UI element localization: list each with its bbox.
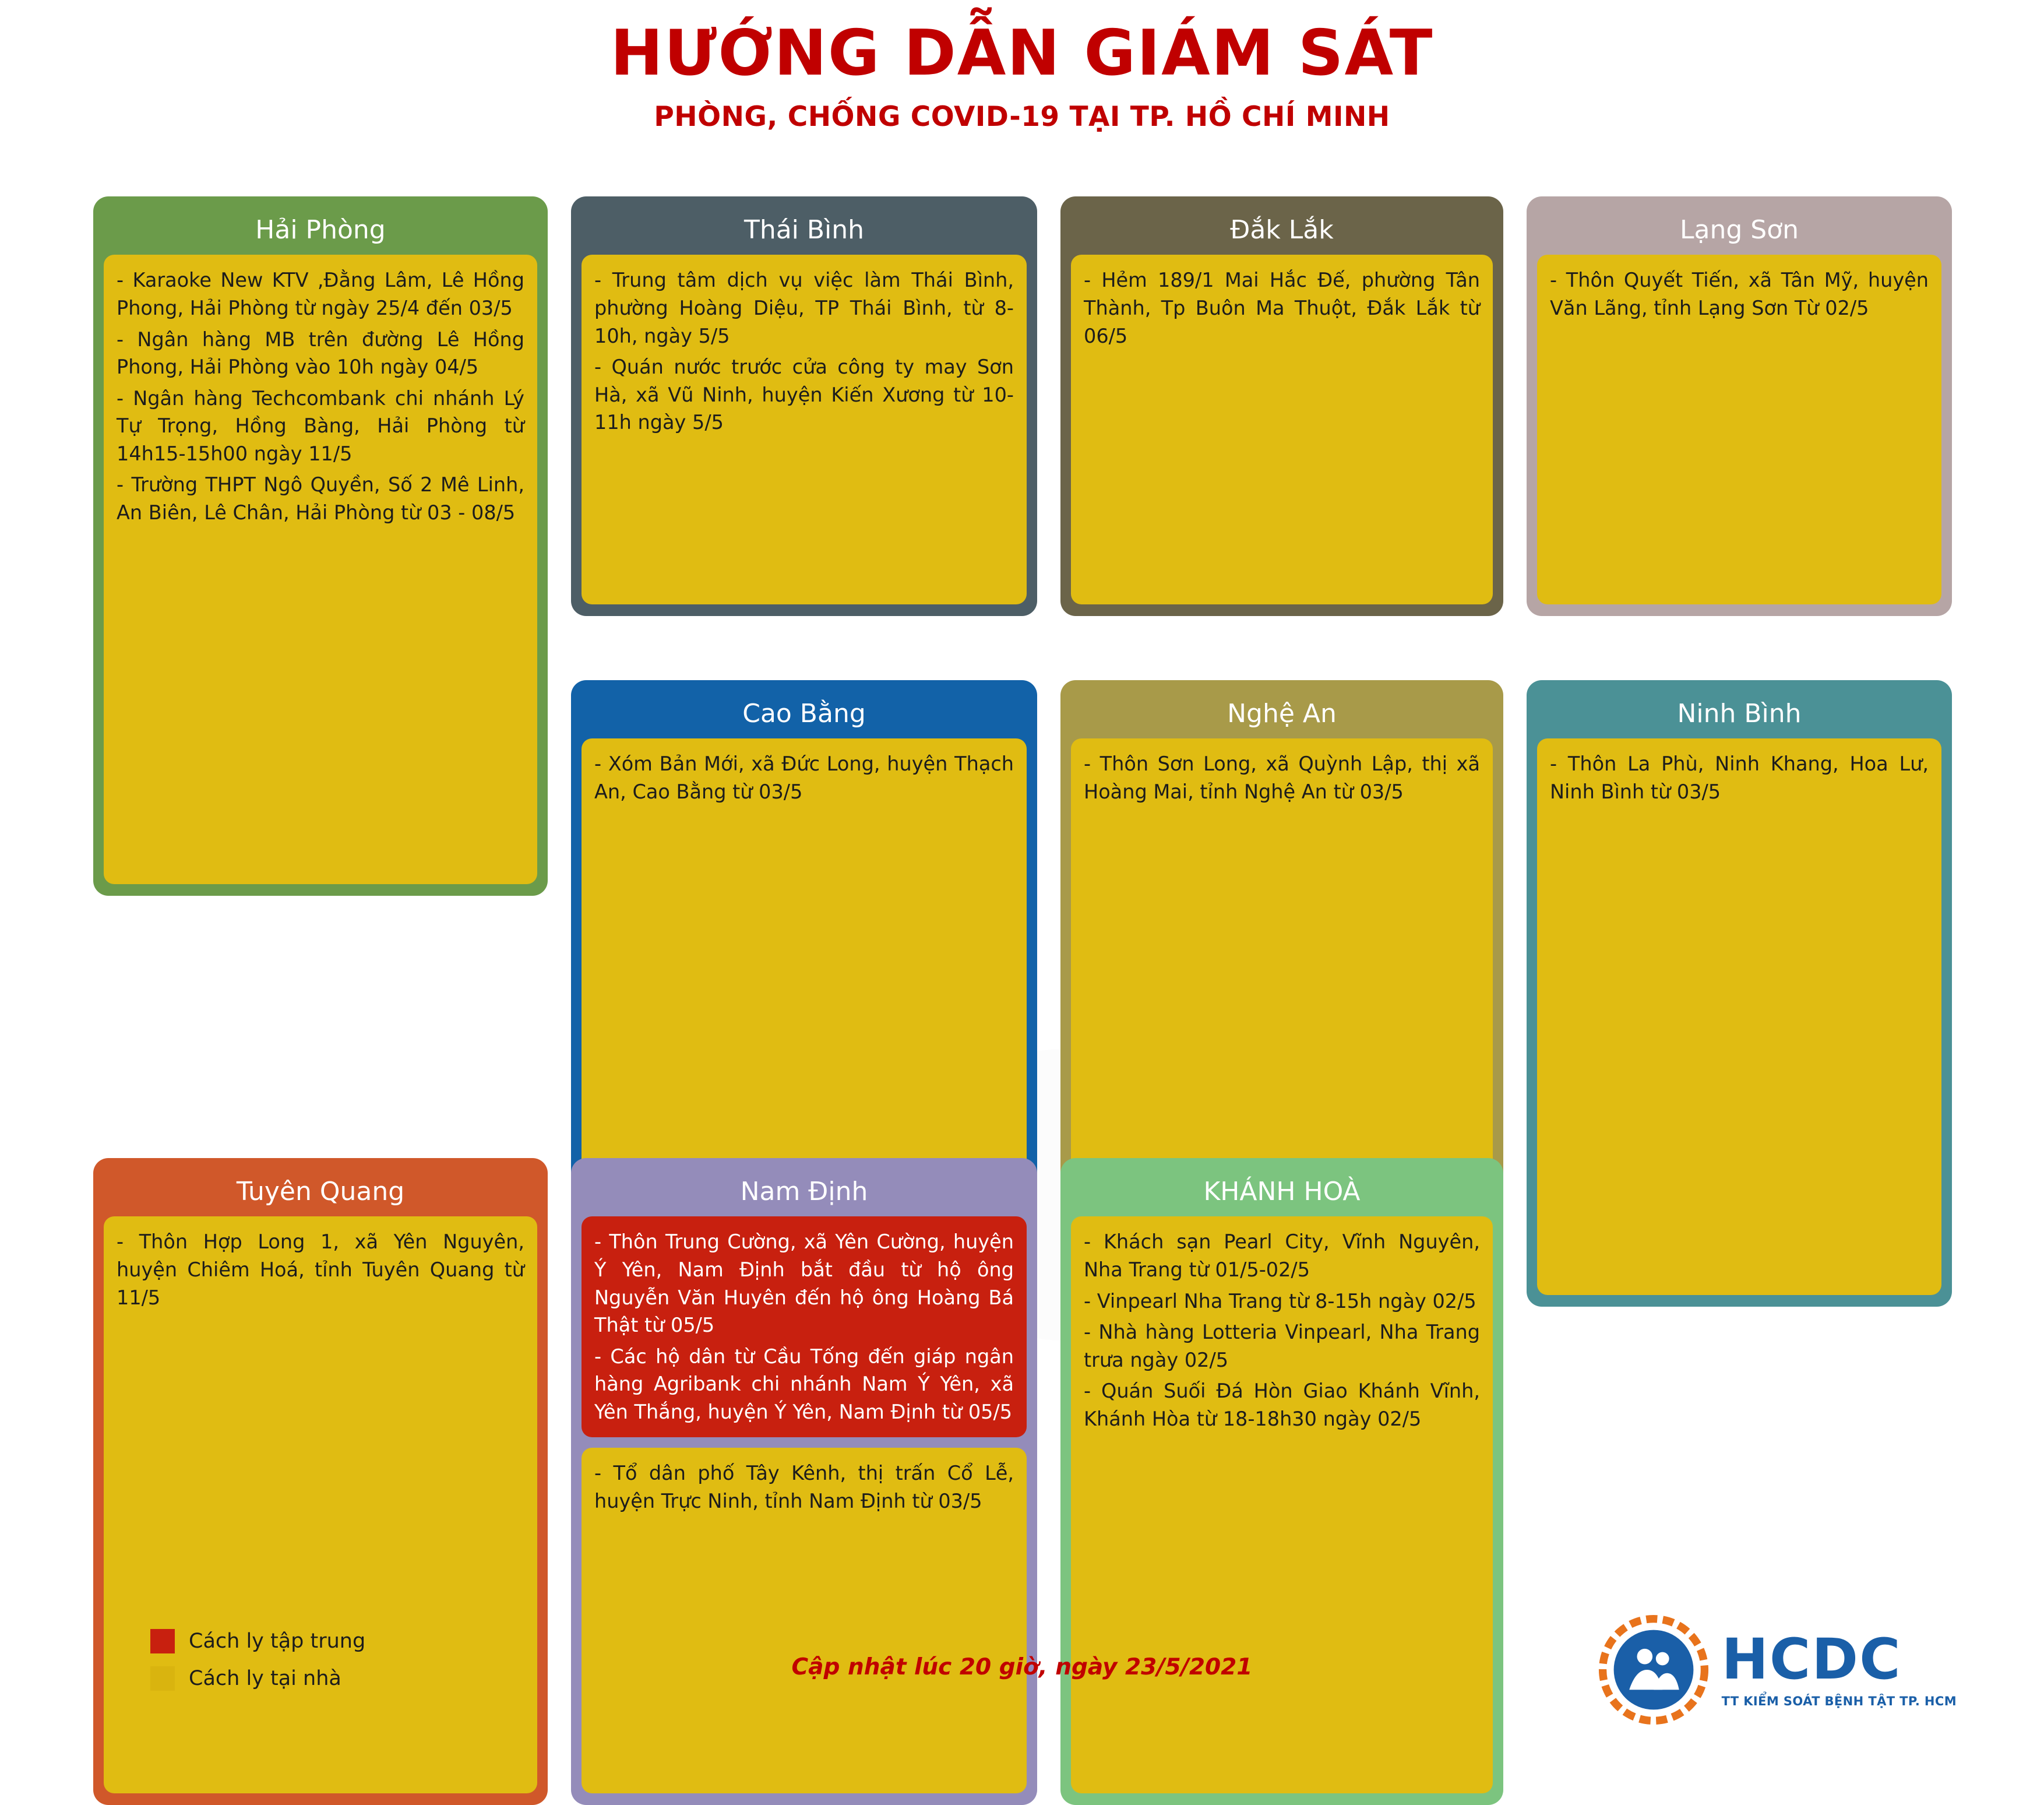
card-thai-binh[interactable] xyxy=(571,196,1037,616)
card-body-home-quarantine xyxy=(104,255,537,884)
poster-header xyxy=(0,0,2044,133)
location-entry: - Thôn Hợp Long 1, xã Yên Nguyên, huyện Chiêm Hoá, tỉnh Tuyên Quang từ 11/5 xyxy=(117,1230,524,1309)
location-entry: - Tổ dân phố Tây Kênh, thị trấn Cổ Lễ, huyện Trực Ninh, tỉnh Nam Định từ 03/5 xyxy=(594,1462,1014,1512)
card-body-home-quarantine xyxy=(582,255,1027,604)
card-tuyen-quang[interactable] xyxy=(93,1158,548,1805)
location-entry: - Các hộ dân từ Cầu Tống đến giáp ngân hàng Agribank chi nhánh Nam Ý Yên, xã Yên Thắng, huyện Ý Yên, Nam Định từ 05/5 xyxy=(594,1345,1014,1423)
card-body-home-quarantine xyxy=(104,1216,537,1793)
card-body-home-quarantine xyxy=(582,1448,1027,1793)
card-title: Cao Bằng xyxy=(742,699,866,729)
location-entry: - Trung tâm dịch vụ việc làm Thái Bình, phường Hoàng Diệu, TP Thái Bình, từ 8-10h, ngày 5/5 xyxy=(594,269,1014,347)
card-ninh-binh[interactable] xyxy=(1527,680,1952,1307)
location-entry: - Trường THPT Ngô Quyền, Số 2 Mê Linh, An Biên, Lê Chân, Hải Phòng từ 03 - 08/5 xyxy=(117,473,524,524)
card-body-home-quarantine xyxy=(1071,255,1493,604)
card-title: Lạng Sơn xyxy=(1679,215,1799,245)
location-entry: - Karaoke New KTV ,Đằng Lâm, Lê Hồng Phong, Hải Phòng từ ngày 25/4 đến 03/5 xyxy=(117,269,524,319)
location-entry: - Ngân hàng Techcombank chi nhánh Lý Tự Trọng, Hồng Bàng, Hải Phòng từ 14h15-15h00 ngày 11/5 xyxy=(117,386,524,465)
update-timestamp: Cập nhật lúc 20 giờ, ngày 23/5/2021 xyxy=(791,1654,1253,1680)
hcdc-emblem-icon xyxy=(1598,1614,1709,1725)
card-title: Thái Bình xyxy=(743,215,865,245)
location-entry: - Xóm Bản Mới, xã Đức Long, huyện Thạch An, Cao Bằng từ 03/5 xyxy=(594,752,1014,803)
card-title: Đắk Lắk xyxy=(1230,215,1334,245)
legend-label: Cách ly tập trung xyxy=(189,1630,366,1653)
hcdc-subtitle: TT KIỂM SOÁT BỆNH TẬT TP. HCM xyxy=(1721,1694,1957,1708)
card-khanh-hoa[interactable] xyxy=(1060,1158,1503,1805)
page-title: HƯỚNG DẪN GIÁM SÁT xyxy=(610,17,1434,90)
legend-label: Cách ly tại nhà xyxy=(189,1667,341,1690)
card-nam-dinh[interactable] xyxy=(571,1158,1037,1805)
location-entry: - Thôn Trung Cường, xã Yên Cường, huyện Ý Yên, Nam Định bắt đầu từ hộ ông Nguyễn Văn Huyên đến hộ ông Hoàng Bá Thật từ 05/5 xyxy=(594,1230,1014,1337)
hcdc-logo-text xyxy=(1721,1627,1957,1708)
card-title: Hải Phòng xyxy=(255,215,386,245)
card-title: Nghệ An xyxy=(1227,699,1337,729)
card-lang-son[interactable] xyxy=(1527,196,1952,616)
hcdc-name: HCDC xyxy=(1721,1627,1902,1692)
location-entry: - Hẻm 189/1 Mai Hắc Đế, phường Tân Thành, Tp Buôn Ma Thuột, Đắk Lắk từ 06/5 xyxy=(1084,269,1480,347)
card-title: KHÁNH HOÀ xyxy=(1203,1177,1361,1206)
card-title: Ninh Bình xyxy=(1677,699,1802,729)
card-hai-phong[interactable] xyxy=(93,196,548,896)
location-entry: - Vinpearl Nha Trang từ 8-15h ngày 02/5 xyxy=(1084,1289,1476,1313)
location-entry: - Khách sạn Pearl City, Vĩnh Nguyên, Nha Trang từ 01/5-02/5 xyxy=(1084,1230,1480,1281)
location-entry: - Quán nước trước cửa công ty may Sơn Hà, xã Vũ Ninh, huyện Kiến Xương từ 10-11h ngày 5/5 xyxy=(594,356,1014,434)
location-entry: - Thôn Quyết Tiến, xã Tân Mỹ, huyện Văn Lãng, tỉnh Lạng Sơn Từ 02/5 xyxy=(1550,269,1929,319)
card-title: Tuyên Quang xyxy=(236,1177,405,1206)
card-body-home-quarantine xyxy=(1537,255,1941,604)
location-entry: - Nhà hàng Lotteria Vinpearl, Nha Trang trưa ngày 02/5 xyxy=(1084,1321,1480,1371)
card-body-central-quarantine xyxy=(582,1216,1027,1437)
card-dak-lak[interactable] xyxy=(1060,196,1503,616)
location-entry: - Thôn La Phù, Ninh Khang, Hoa Lư, Ninh Bình từ 03/5 xyxy=(1550,752,1929,803)
card-title: Nam Định xyxy=(740,1177,868,1206)
page-subtitle: PHÒNG, CHỐNG COVID-19 TẠI TP. HỒ CHÍ MINH xyxy=(654,100,1390,133)
hcdc-logo xyxy=(1598,1614,1957,1725)
location-entry: - Ngân hàng MB trên đường Lê Hồng Phong, Hải Phòng vào 10h ngày 04/5 xyxy=(117,328,524,379)
legend-swatch-icon xyxy=(150,1629,175,1653)
card-body-home-quarantine xyxy=(1071,1216,1493,1793)
location-entry: - Quán Suối Đá Hòn Giao Khánh Vĩnh, Khánh Hòa từ 18-18h30 ngày 02/5 xyxy=(1084,1380,1480,1430)
block-divider xyxy=(582,1437,1027,1448)
location-entry: - Thôn Sơn Long, xã Quỳnh Lập, thị xã Hoàng Mai, tỉnh Nghệ An từ 03/5 xyxy=(1084,752,1480,803)
legend-item-central-quarantine xyxy=(150,1629,365,1653)
card-body-home-quarantine xyxy=(1537,738,1941,1295)
